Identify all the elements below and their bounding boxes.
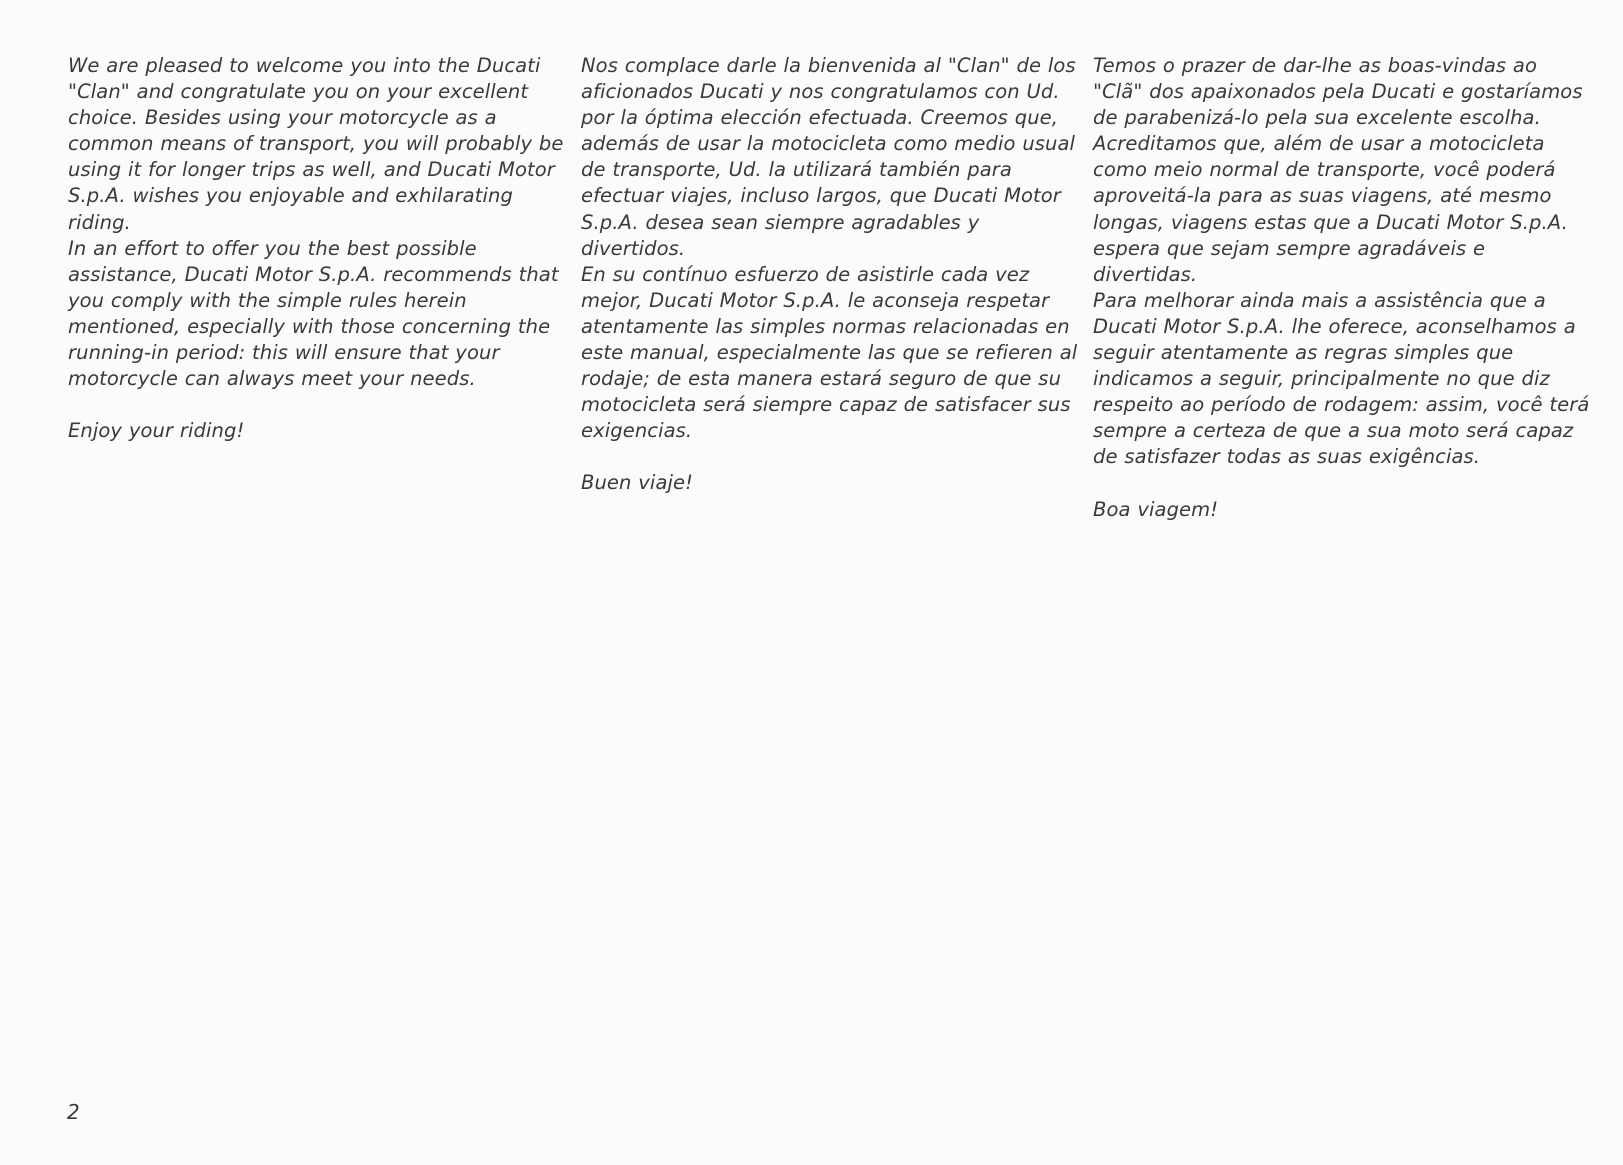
spanish-column <box>581 53 1081 497</box>
portuguese-welcome-paragraph: Temos o prazer de dar-lhe as boas-vindas ao "Clã" dos apaixonados pela Ducati e gostaríamos de parabenizá-lo pela sua excelente escolha. Acreditamos que, além de usar a motocicleta como meio normal de transporte, você poderá aproveitá-la para as suas viagens, até mesmo longas, viagens estas que a Ducati Motor S.p.A. espera que sejam sempre agradáveis e divertidas. <box>1093 54 1583 286</box>
english-column <box>68 53 568 444</box>
page-number: 2 <box>67 1100 80 1124</box>
portuguese-column <box>1093 53 1593 523</box>
english-recommendation-paragraph: In an effort to offer you the best possible assistance, Ducati Motor S.p.A. recommends that you comply with the simple rules herein mentioned, especially with those concerning the running-in period: this will ensure that your motorcycle can always meet your needs. <box>68 236 559 391</box>
portuguese-recommendation-paragraph: Para melhorar ainda mais a assistência que a Ducati Motor S.p.A. lhe oferece, aconselhamos a seguir atentamente as regras simples que indicamos a seguir, principalmente no que diz respeito ao período de rodagem: assim, você terá sempre a certeza de que a sua moto será capaz de satisfazer todas as suas exigências. <box>1093 288 1590 469</box>
spanish-closing: Buen viaje! <box>581 471 694 495</box>
spanish-recommendation-paragraph: En su contínuo esfuerzo de asistirle cada vez mejor, Ducati Motor S.p.A. le aconseja respetar atentamente las simples normas relacionadas en este manual, especialmente las que se refieren al rodaje; de esta manera estará seguro de que su motocicleta será siempre capaz de satisfacer sus exigencias. <box>581 262 1078 443</box>
portuguese-closing: Boa viagem! <box>1093 497 1219 521</box>
english-closing: Enjoy your riding! <box>68 419 245 443</box>
english-welcome-paragraph: We are pleased to welcome you into the Ducati "Clan" and congratulate you on your excellent choice. Besides using your motorcycle as a common means of transport, you will probably be using it for longer trips as well, and Ducati Motor S.p.A. wishes you enjoyable and exhilarating riding. <box>68 54 564 234</box>
spanish-welcome-paragraph: Nos complace darle la bienvenida al "Clan" de los aficionados Ducati y nos congratulamos con Ud. por la óptima elección efectuada. Creemos que, además de usar la motocicleta como medio usual de transporte, Ud. la utilizará también para efectuar viajes, incluso largos, que Ducati Motor S.p.A. desea sean siempre agradables y divertidos. <box>581 54 1076 260</box>
